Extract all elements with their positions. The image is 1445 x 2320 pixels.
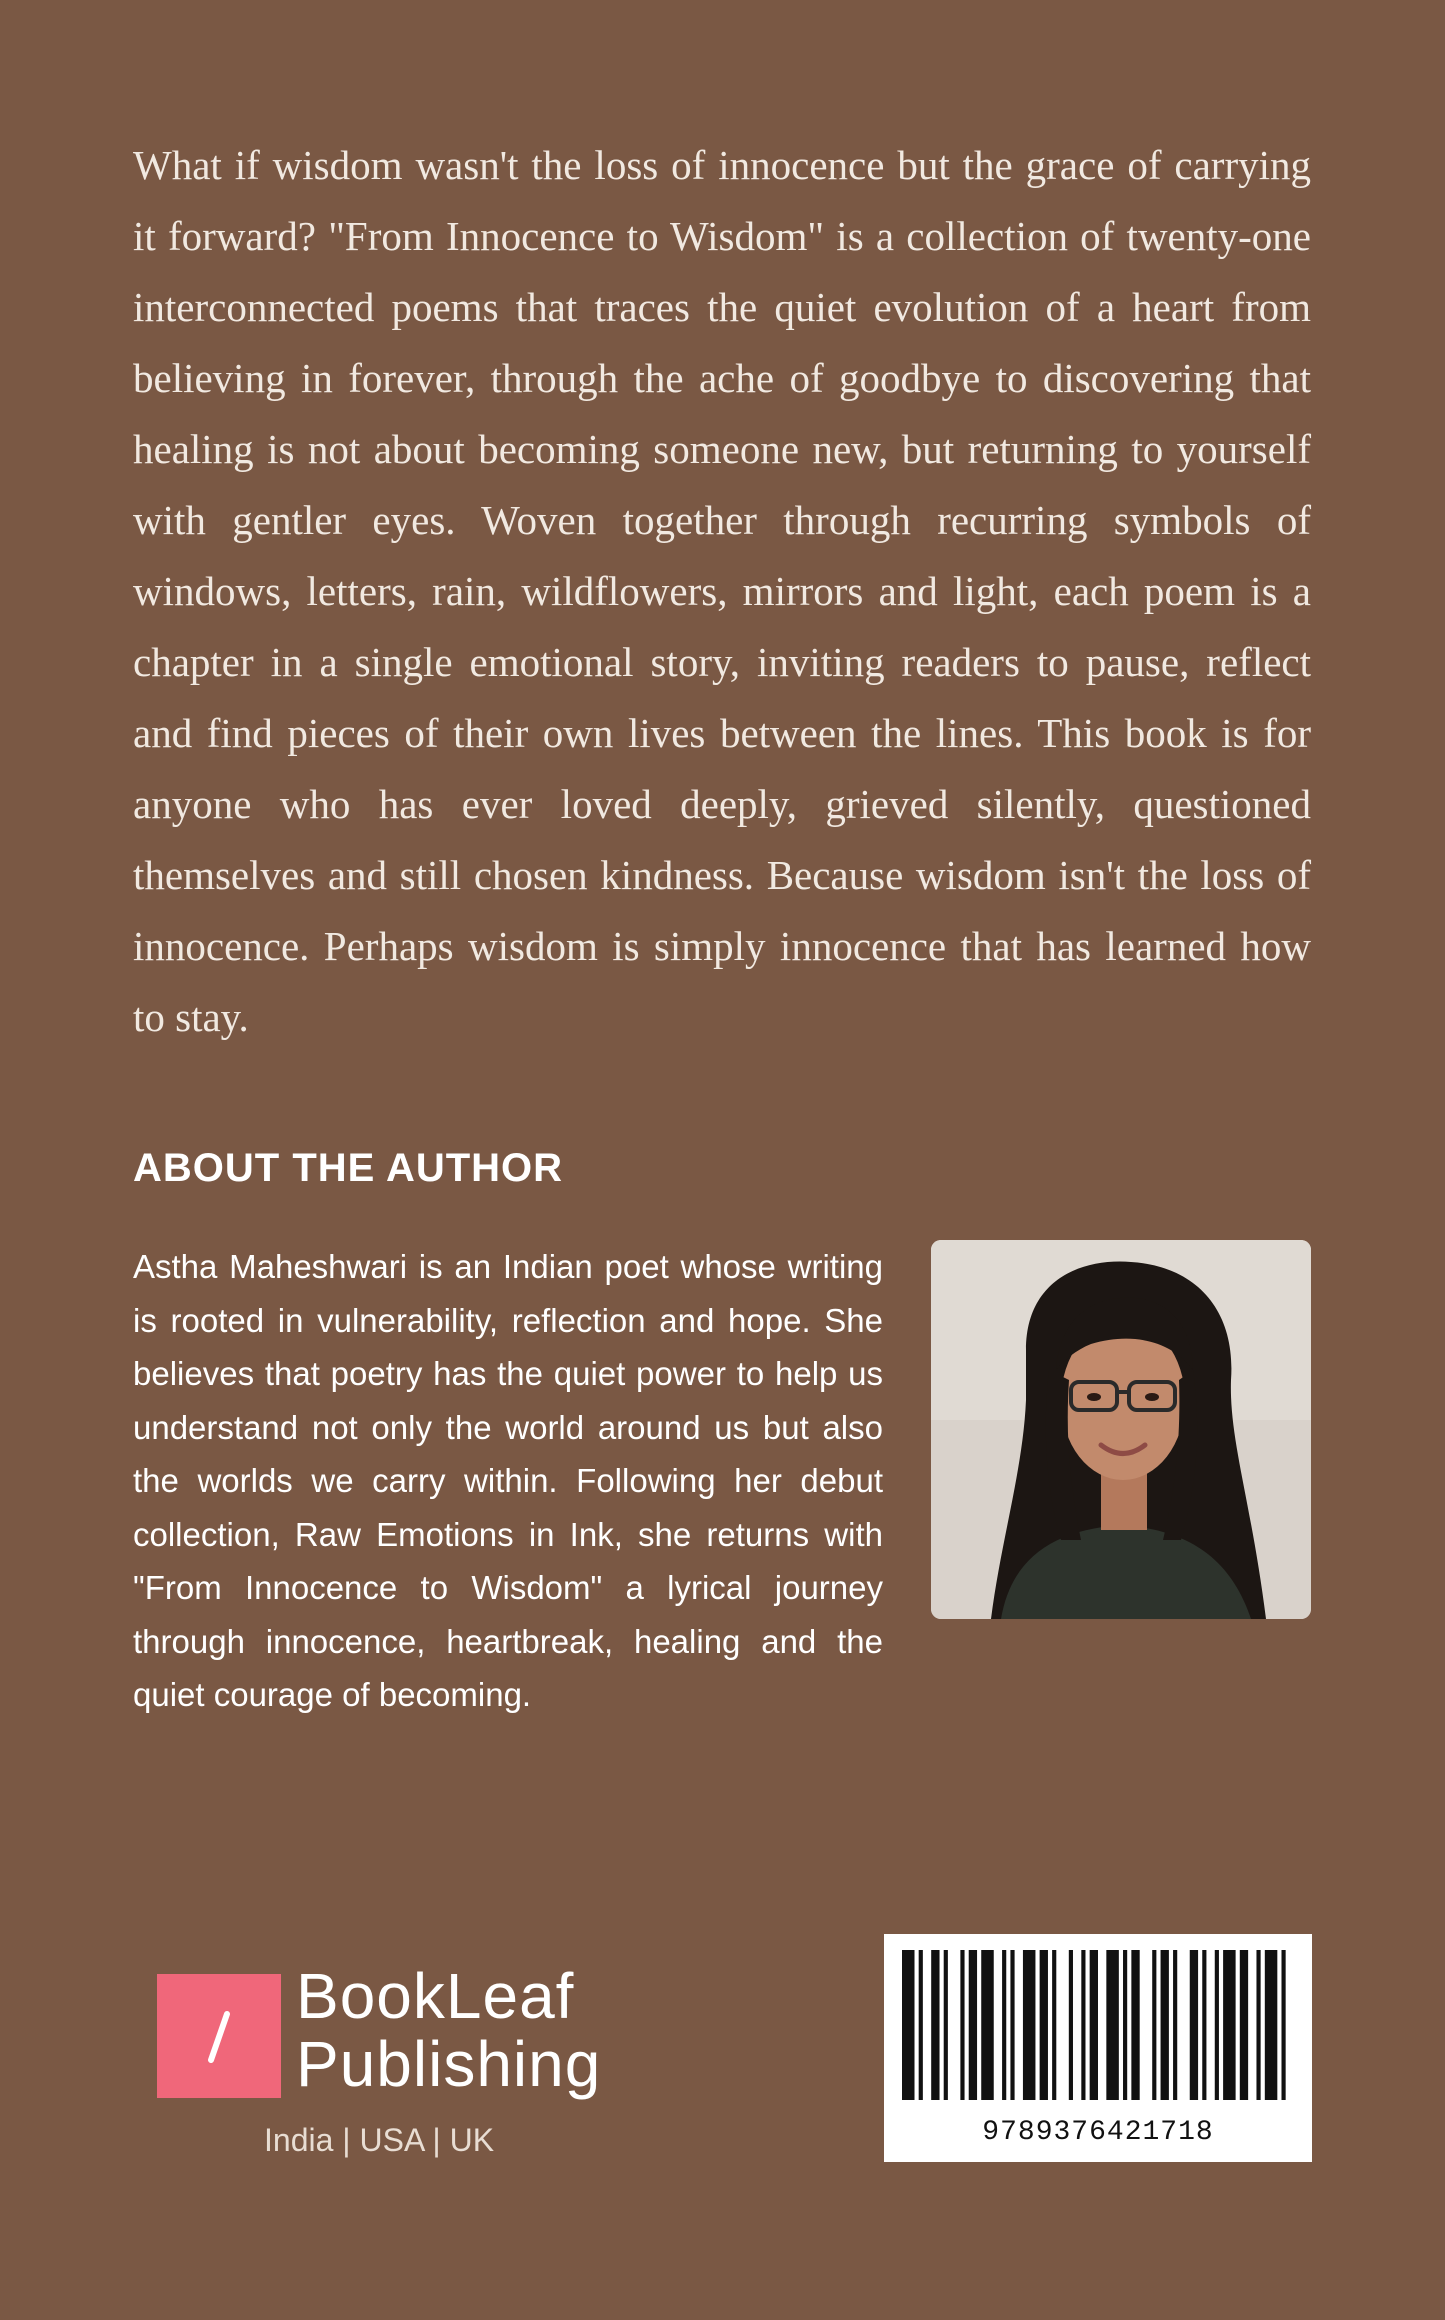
about-author-heading: ABOUT THE AUTHOR	[133, 1146, 564, 1190]
barcode-bar	[1173, 1950, 1177, 2100]
barcode-bar	[931, 1950, 939, 2100]
barcode	[884, 1934, 1312, 2162]
barcode-bar	[1240, 1950, 1248, 2100]
barcode-bar	[902, 1950, 915, 2100]
barcode-bar	[1152, 1950, 1156, 2100]
barcode-bar	[1040, 1950, 1048, 2100]
barcode-bar	[1223, 1950, 1236, 2100]
barcode-bar	[1010, 1950, 1014, 2100]
back-cover-blurb: What if wisdom wasn't the loss of innocence but the grace of carrying it forward? "From Innocence to Wisdom" is a collection of twenty-one interconnected poems that traces the quiet evolution of a heart from believing in forever, through the ache of goodbye to discovering that healing is not about becoming someone new, but returning to yourself with gentler eyes. Woven together through recurring symbols of windows, letters, rain, wildflowers, mirrors and light, each poem is a chapter in a single emotional story, inviting readers to pause, reflect and find pieces of their own lives between the lines. This book is for anyone who has ever loved deeply, grieved silently, questioned themselves and still chosen kindness. Because wisdom isn't the loss of innocence. Perhaps wisdom is simply innocence that has learned how to stay.	[133, 142, 1311, 1040]
barcode-bar	[919, 1950, 923, 2100]
author-photo	[931, 1240, 1311, 1619]
barcode-bar	[1265, 1950, 1278, 2100]
barcode-bar	[969, 1950, 977, 2100]
barcode-bar	[1215, 1950, 1219, 2100]
isbn-number: 9789376421718	[982, 2117, 1214, 2148]
barcode-bar	[1131, 1950, 1139, 2100]
barcode-bar	[1123, 1950, 1127, 2100]
barcode-bar	[1281, 1950, 1285, 2100]
barcode-bar	[1081, 1950, 1085, 2100]
barcode-bar	[944, 1950, 948, 2100]
publisher-regions: India | USA | UK	[264, 2122, 495, 2158]
publisher-name	[296, 1962, 601, 2098]
publisher-logo	[157, 1974, 281, 2098]
barcode-bars	[902, 1950, 1294, 2115]
barcode-bar	[1069, 1950, 1073, 2100]
author-bio: Astha Maheshwari is an Indian poet whose writing is rooted in vulnerability, reflection and hope. She believes that poetry has the quiet power to help us understand not only the world around us but also the worlds we carry within. Following her debut collection, Raw Emotions in Ink, she returns with "From Innocence to Wisdom" a lyrical journey through innocence, heartbreak, healing and the quiet courage of becoming.	[133, 1248, 883, 1713]
barcode-bar	[1202, 1950, 1206, 2100]
barcode-bar	[1256, 1950, 1260, 2100]
barcode-bar	[1190, 1950, 1198, 2100]
barcode-bar	[1161, 1950, 1169, 2100]
barcode-bar	[1106, 1950, 1119, 2100]
publisher-name-line1: BookLeaf	[296, 1960, 575, 2032]
publisher-name-line2: Publishing	[296, 2028, 602, 2100]
barcode-bar	[1002, 1950, 1006, 2100]
barcode-bar	[981, 1950, 994, 2100]
barcode-bar	[1023, 1950, 1036, 2100]
barcode-bar	[1090, 1950, 1098, 2100]
barcode-bar	[1052, 1950, 1056, 2100]
barcode-bar	[960, 1950, 964, 2100]
